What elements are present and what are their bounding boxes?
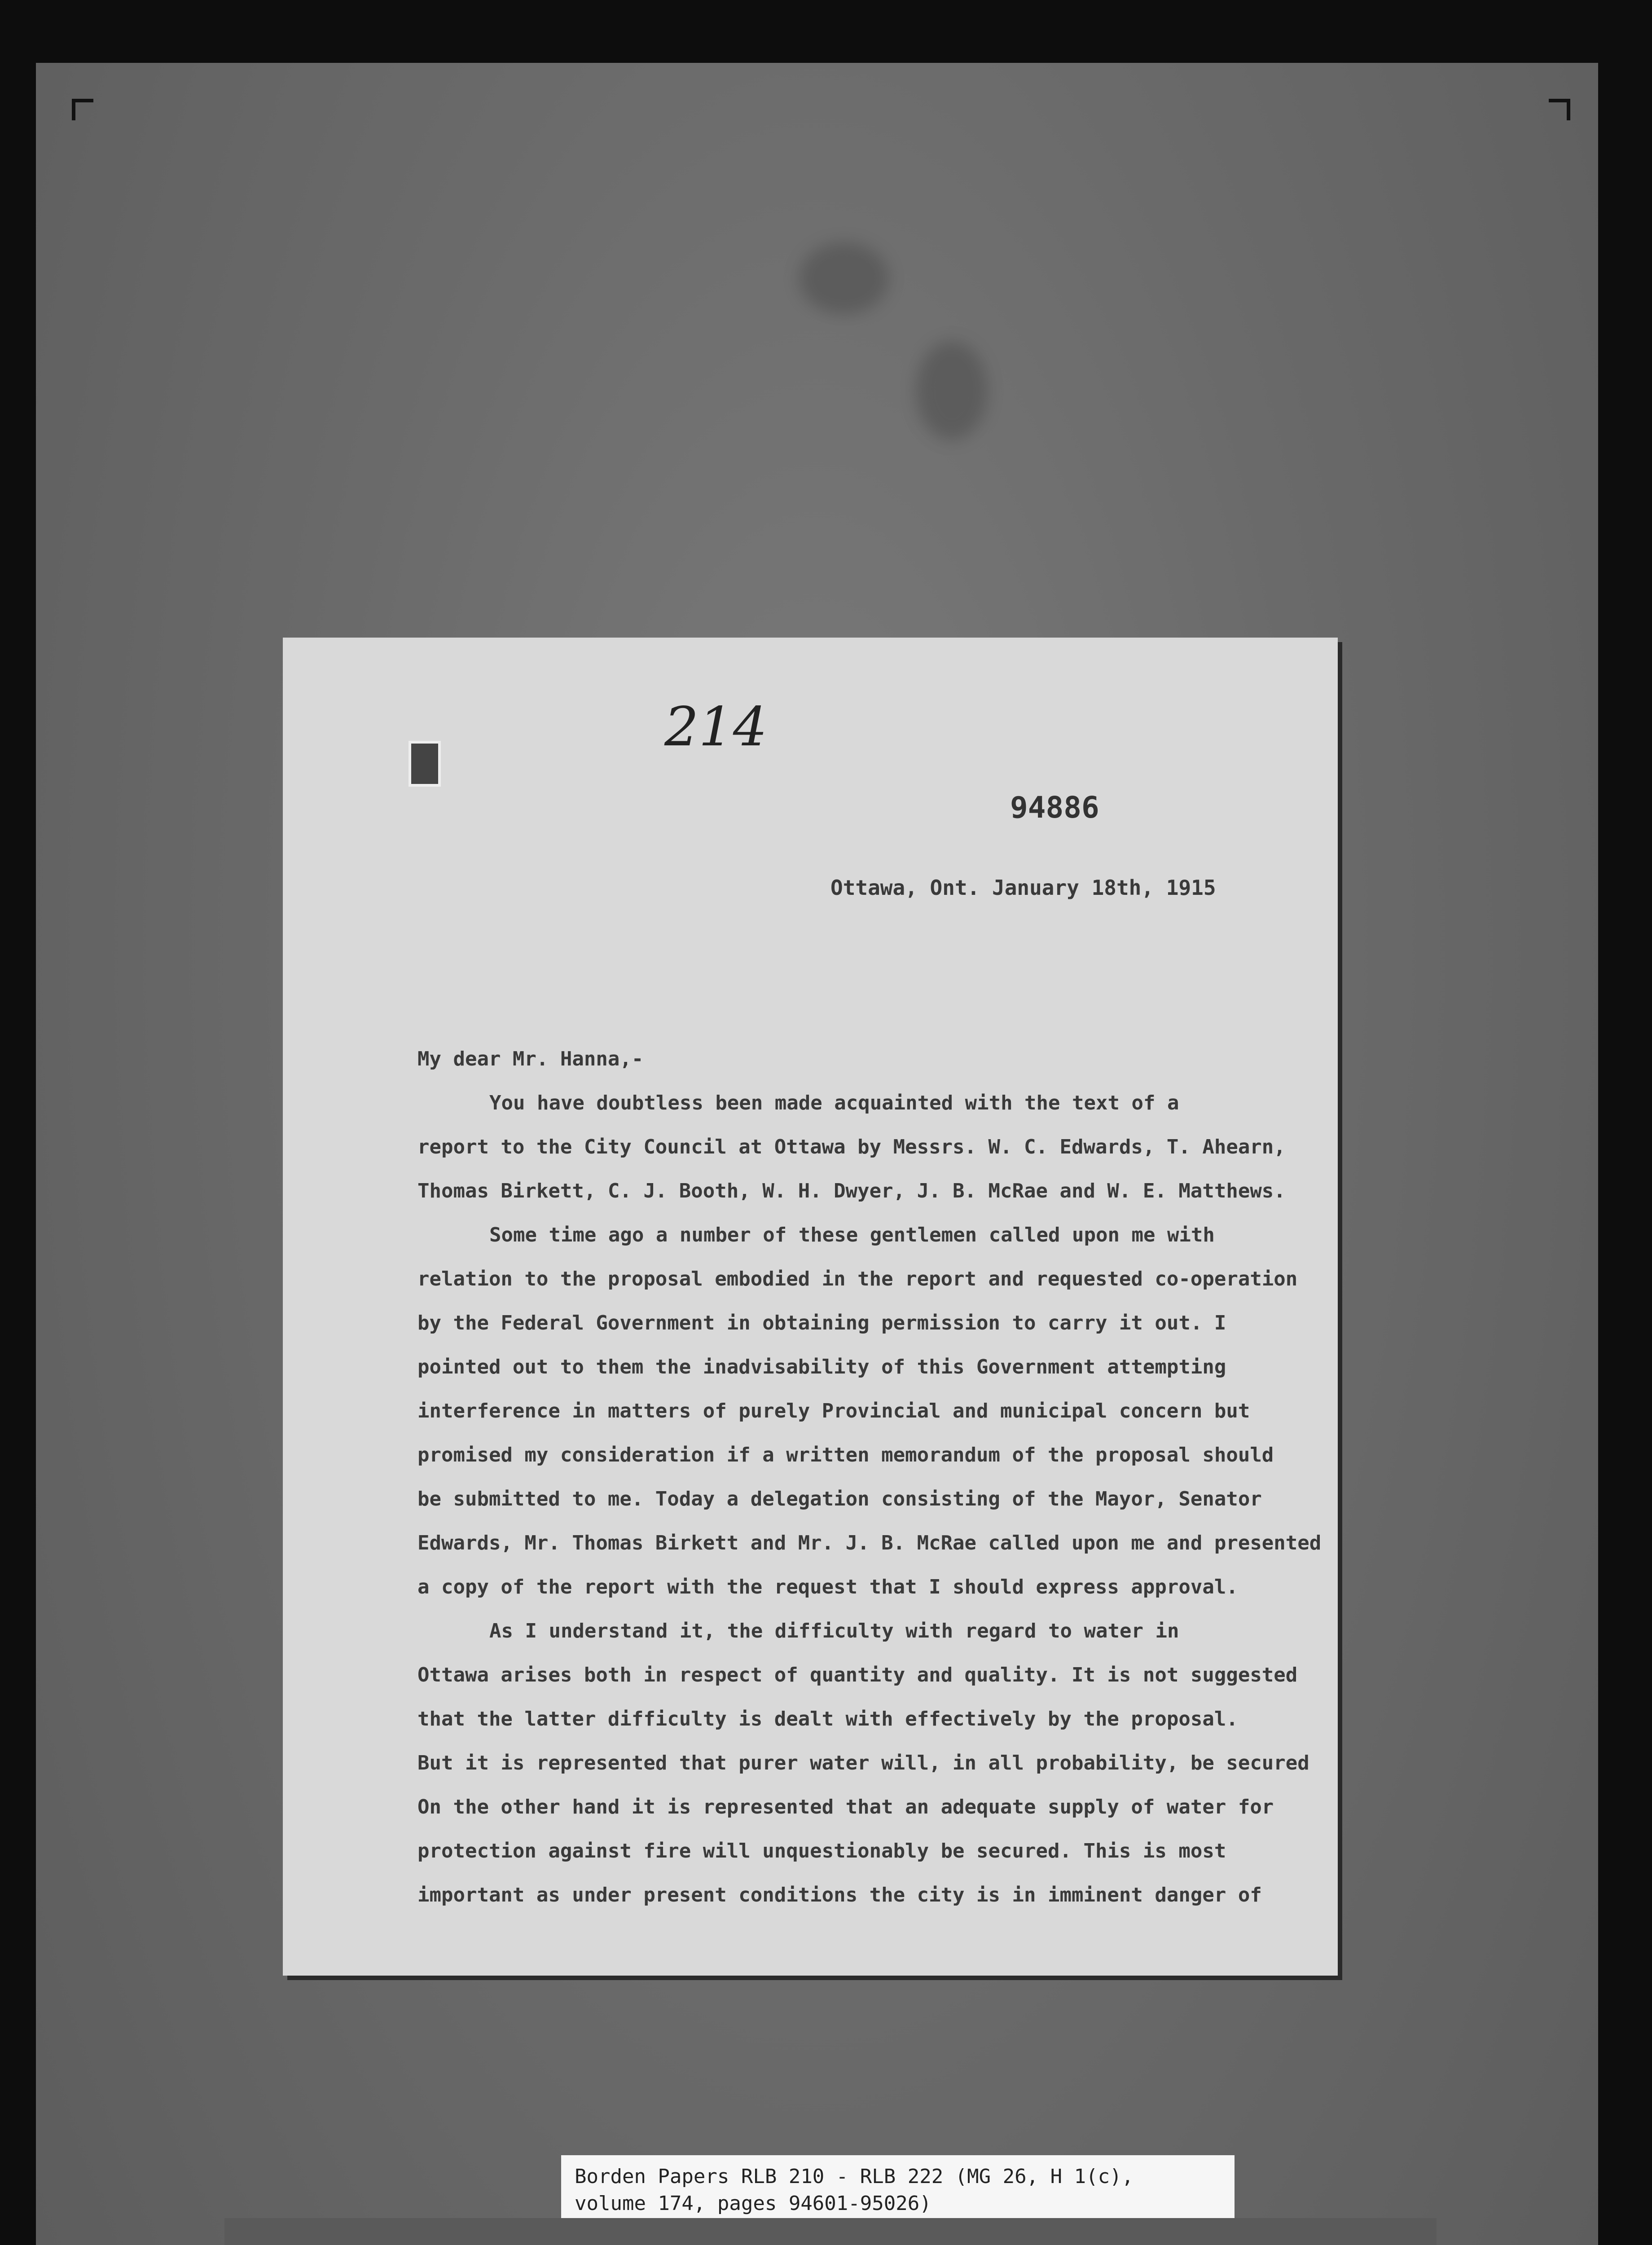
letter-page [283,638,1338,1976]
stain-mark [916,341,988,440]
salutation: My dear Mr. Hanna,- [417,1048,644,1070]
text-line: interference in matters of purely Provincial and municipal concern but [417,1400,1250,1422]
text-line: But it is represented that purer water will, in all probability, be secured [417,1752,1309,1774]
text-line: be submitted to me. Today a delegation consisting of the Mayor, Senator [417,1488,1262,1510]
corner-mark-top-left [72,99,93,120]
letter-body [417,1037,1324,1917]
stain-mark [799,242,889,314]
citation-line-1: Borden Papers RLB 210 - RLB 222 (MG 26, H 1(c), [575,2165,1134,2188]
text-line: that the latter difficulty is dealt with effectively by the proposal. [417,1708,1238,1730]
corner-mark-top-right [1549,99,1570,120]
text-line: Some time ago a number of these gentlemen called upon me with [489,1224,1215,1246]
text-line: promised my consideration if a written memorandum of the proposal should [417,1444,1274,1466]
text-line: relation to the proposal embodied in the report and requested co-operation [417,1268,1298,1290]
text-line: On the other hand it is represented that an adequate supply of water for [417,1796,1274,1818]
text-line: You have doubtless been made acquainted with the text of a [489,1092,1179,1114]
text-line: pointed out to them the inadvisability of this Government attempting [417,1356,1226,1378]
citation-line-2: volume 174, pages 94601-95026) [575,2192,931,2215]
text-line: Edwards, Mr. Thomas Birkett and Mr. J. B. McRae called upon me and presented [417,1532,1322,1554]
dateline: Ottawa, Ont. January 18th, 1915 [830,876,1216,900]
text-line: important as under present conditions the city is in imminent danger of [417,1884,1262,1906]
archive-number: 94886 [1010,790,1099,825]
text-line: a copy of the report with the request that I should express approval. [417,1576,1238,1598]
archives-stamp-area [224,2218,1437,2245]
text-line: by the Federal Government in obtaining permission to carry it out. I [417,1312,1226,1334]
tape-clip-icon [409,741,441,787]
handwritten-page-number: 214 [664,696,768,758]
text-line: As I understand it, the difficulty with regard to water in [489,1620,1179,1642]
text-line: protection against fire will unquestionably be secured. This is most [417,1840,1226,1862]
text-line: Ottawa arises both in respect of quantity and quality. It is not suggested [417,1664,1298,1686]
text-line: Thomas Birkett, C. J. Booth, W. H. Dwyer, J. B. McRae and W. E. Matthews. [417,1180,1286,1202]
text-line: report to the City Council at Ottawa by Messrs. W. C. Edwards, T. Ahearn, [417,1136,1286,1158]
